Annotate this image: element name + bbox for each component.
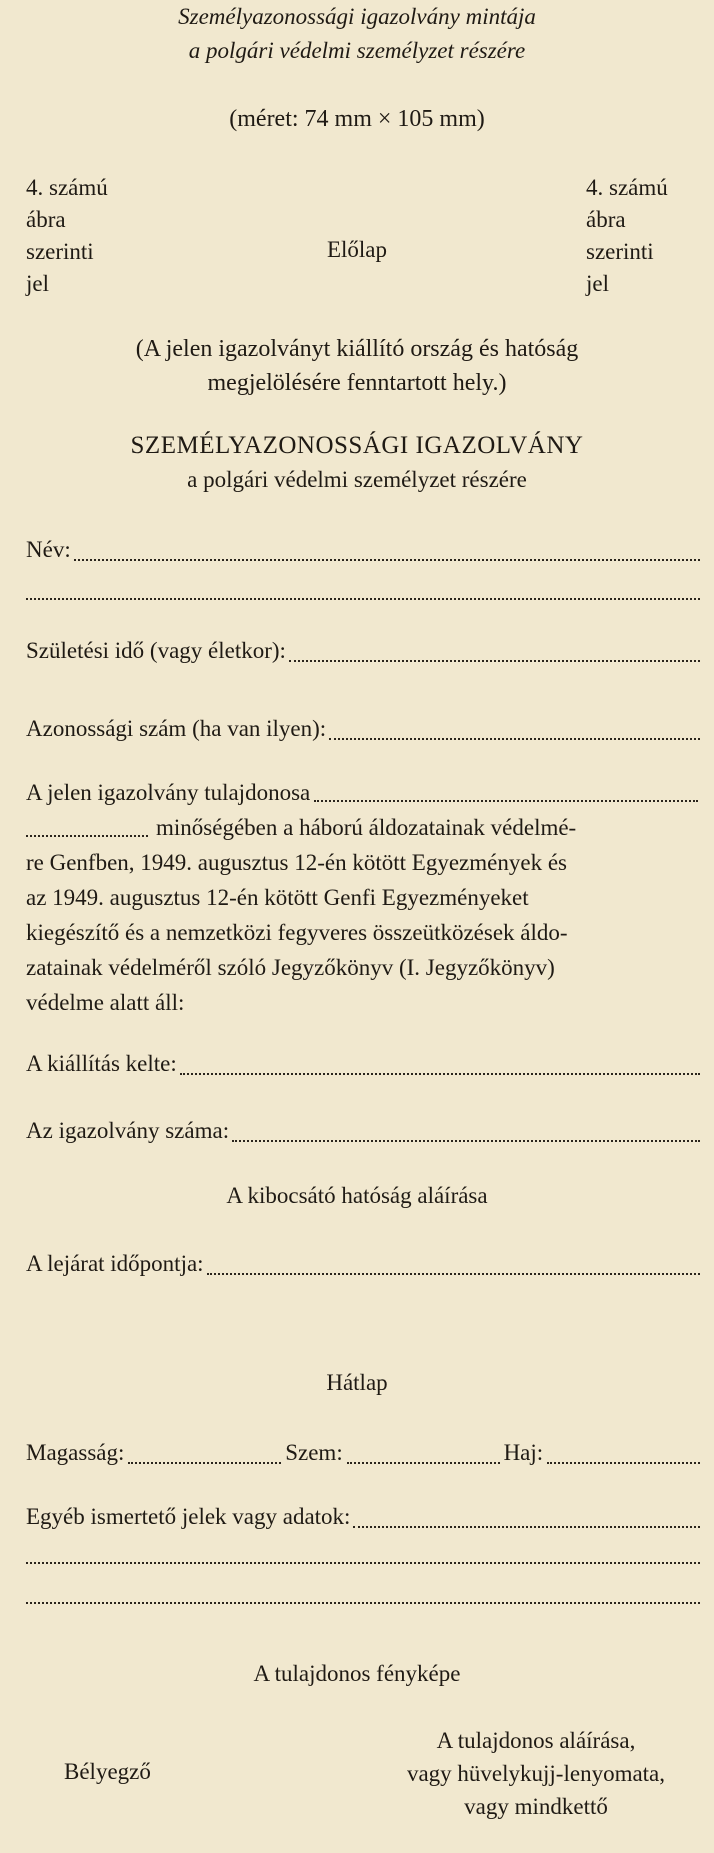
other-marks-dotted-line [353,1525,700,1528]
left-sign-reference [26,172,108,300]
statement-line7: védelme alatt áll: [26,990,185,1015]
eyes-label: Szem: [285,1440,343,1465]
statement-line4: az 1949. augusztus 12-én kötött Genfi Egyezményeket [26,885,529,910]
right-sign-line: 4. számú [586,175,668,200]
name-dotted-line [74,558,700,561]
card-title: SZEMÉLYAZONOSSÁGI IGAZOLVÁNY [130,432,584,459]
left-sign-line: szerinti [26,239,94,264]
hair-label: Haj: [503,1440,544,1465]
header-title-line2: a polgári védelmi személyzet részére [188,38,526,63]
statement-line5: kiegészítő és a nemzetközi fegyveres összeütközések áldo- [26,920,568,945]
left-sign-line: jel [26,271,49,296]
physical-description-row [26,1440,700,1470]
statement-line1: A jelen igazolvány tulajdonosa [26,780,311,805]
stamp-label: Bélyegző [64,1759,151,1784]
card-number-dotted-line [232,1139,700,1142]
other-marks-label: Egyéb ismertető jelek vagy adatok: [26,1504,351,1529]
other-marks-continuation-line-1[interactable] [26,1562,700,1564]
name-field[interactable] [26,537,700,567]
right-sign-line: ábra [586,207,626,232]
card-number-label: Az igazolvány száma: [26,1118,230,1143]
photo-label: A tulajdonos fényképe [253,1661,461,1686]
right-sign-line: jel [586,271,609,296]
header-title-line1: Személyazonossági igazolvány mintája [178,4,536,29]
holder-signature-line2: vagy hüvelykujj-lenyomata, [406,1761,666,1786]
issue-date-label: A kiállítás kelte: [26,1051,177,1076]
left-sign-line: 4. számú [26,175,108,200]
statement-line3: re Genfben, 1949. augusztus 12-én kötött Egyezmények és [26,850,567,875]
issue-date-dotted-line [180,1072,700,1075]
size-note: (méret: 74 mm × 105 mm) [229,106,485,132]
other-marks-field[interactable] [26,1504,700,1534]
holder-signature-line1: A tulajdonos aláírása, [436,1728,636,1753]
reserved-note-line1: (A jelen igazolványt kiállító ország és hatóság [135,336,579,362]
holder-signature-line3: vagy mindkettő [464,1794,608,1819]
holder-statement [26,775,698,1020]
statement-line2: minőségében a háború áldozatainak védelmé- [156,815,577,840]
id-number-field[interactable] [26,716,700,746]
card-number-field[interactable] [26,1118,700,1148]
left-sign-line: ábra [26,207,66,232]
hair-dotted-line[interactable] [547,1461,700,1464]
expiry-label: A lejárat időpontja: [26,1251,204,1276]
issue-date-field[interactable] [26,1051,700,1081]
height-label: Magasság: [26,1440,125,1465]
name-label: Név: [26,537,71,562]
height-dotted-line[interactable] [128,1461,281,1464]
name-continuation-line[interactable] [26,598,700,600]
authority-signature-label: A kibocsátó hatóság aláírása [226,1183,488,1208]
statement-line6: zatainak védelméről szóló Jegyzőkönyv (I. Jegyzőkönyv) [26,955,555,980]
back-side-label: Hátlap [326,1370,388,1395]
birth-label: Születési idő (vagy életkor): [26,638,286,663]
card-subtitle: a polgári védelmi személyzet részére [187,467,527,492]
right-sign-reference [586,172,668,300]
reserved-note-line2: megjelölésére fenntartott hely.) [207,370,507,396]
eyes-dotted-line[interactable] [347,1461,500,1464]
birth-field[interactable] [26,638,700,668]
id-number-label: Azonossági szám (ha van ilyen): [26,716,327,741]
holder-signature-block [376,1724,696,1823]
birth-dotted-line [289,659,700,662]
front-side-label: Előlap [326,237,388,262]
other-marks-continuation-line-2[interactable] [26,1602,700,1604]
expiry-field[interactable] [26,1251,700,1281]
right-sign-line: szerinti [586,239,654,264]
id-number-dotted-line [329,737,700,740]
expiry-dotted-line [207,1272,700,1275]
holder-name-dotted-line[interactable] [314,799,698,802]
holder-capacity-dotted-line[interactable] [26,834,148,837]
